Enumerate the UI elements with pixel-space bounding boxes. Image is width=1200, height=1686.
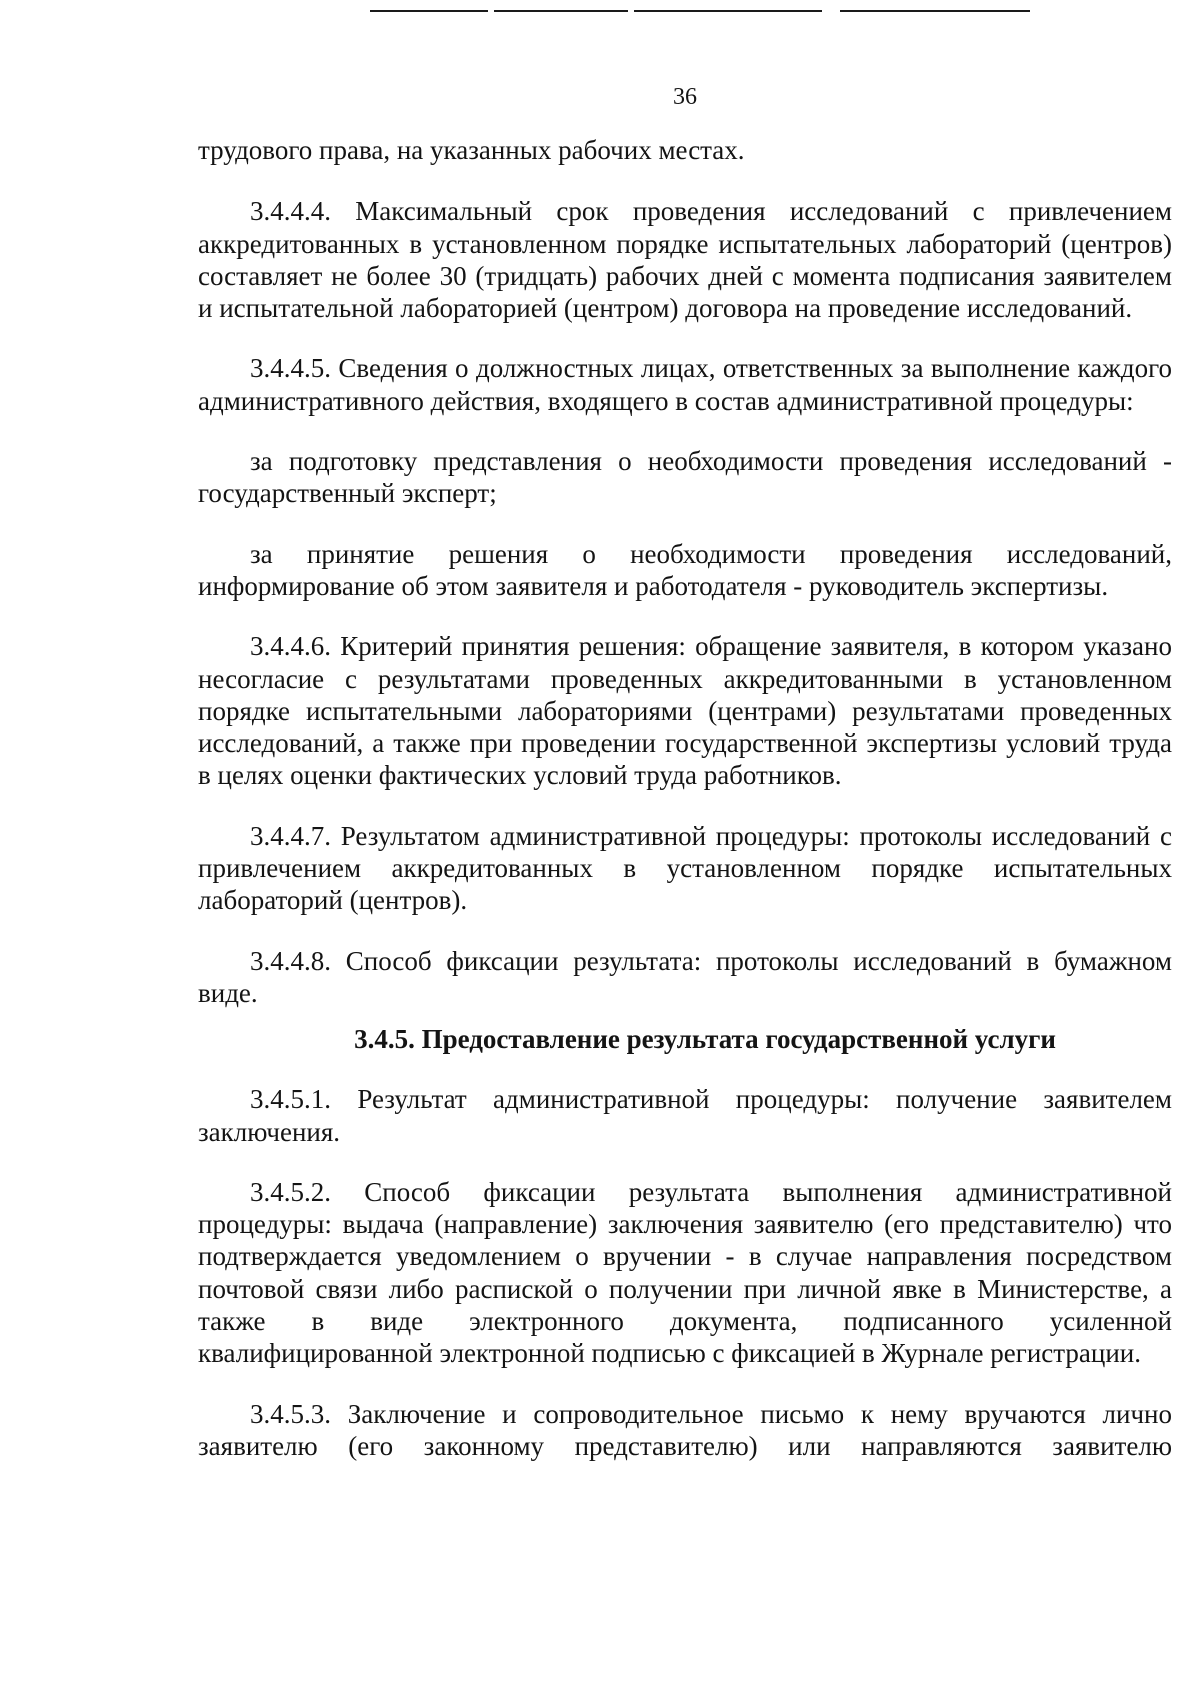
top-rule-gap: [488, 9, 494, 14]
paragraph-responsible-head: за принятие решения о необходимости проведения исследований, информирование об этом заявителя и работодателя - руководитель экспертизы.: [198, 538, 1172, 601]
paragraph-3-4-4-5: 3.4.4.5. Сведения о должностных лицах, ответственных за выполнение каждого административного действия, входящего в состав административной процедуры:: [198, 353, 1172, 416]
top-rule-gap: [822, 9, 840, 14]
paragraph-continuation: трудового права, на указанных рабочих местах.: [198, 135, 745, 165]
paragraph-3-4-4-7: 3.4.4.7. Результатом административной процедуры: протоколы исследований с привлечением аккредитованных в установленном порядке испытательных лабораторий (центров).: [198, 820, 1172, 916]
paragraph-responsible-expert: за подготовку представления о необходимости проведения исследований - государственный эксперт;: [198, 446, 1172, 509]
paragraph-3-4-4-4: 3.4.4.4. Максимальный срок проведения исследований с привлечением аккредитованных в установленном порядке испытательных лабораторий (центров) составляет не более 30 (тридцать) рабочих дней с момента подписания заявителем и испытательной лабораторией (центром) договора на проведение исследований.: [198, 196, 1172, 324]
paragraph-3-4-5-2: 3.4.5.2. Способ фиксации результата выполнения административной процедуры: выдача (направление) заключения заявителю (его представителю) что подтверждается уведомлением о вручении - в случае направления посредством почтовой связи либо распиской о получении при личной явке в Министерстве, а также в виде электронного документа, подписанного усиленной квалифицированной электронной подписью с фиксацией в Журнале регистрации.: [198, 1176, 1172, 1369]
paragraph-3-4-4-8: 3.4.4.8. Способ фиксации результата: протоколы исследований в бумажном виде.: [198, 945, 1172, 1008]
section-heading: 3.4.5. Предоставление результата государственной услуги: [354, 1024, 1056, 1055]
top-rule-gap: [628, 9, 634, 14]
paragraph-3-4-5-3: 3.4.5.3. Заключение и сопроводительное письмо к нему вручаются лично заявителю (его законному представителю) или направляются заявителю: [198, 1398, 1172, 1461]
page-number: 36: [673, 84, 697, 110]
document-body: [198, 134, 1172, 1490]
top-rule: [370, 10, 1030, 15]
paragraph-3-4-5-1: 3.4.5.1. Результат административной процедуры: получение заявителем заключения.: [198, 1084, 1172, 1147]
paragraph-3-4-4-6: 3.4.4.6. Критерий принятия решения: обращение заявителя, в котором указано несогласие с результатами проведенных аккредитованными в установленном порядке испытательными лабораториями (центрами) результатами проведенных исследований, а также при проведении государственной экспертизы условий труда в целях оценки фактических условий труда работников.: [198, 631, 1172, 791]
